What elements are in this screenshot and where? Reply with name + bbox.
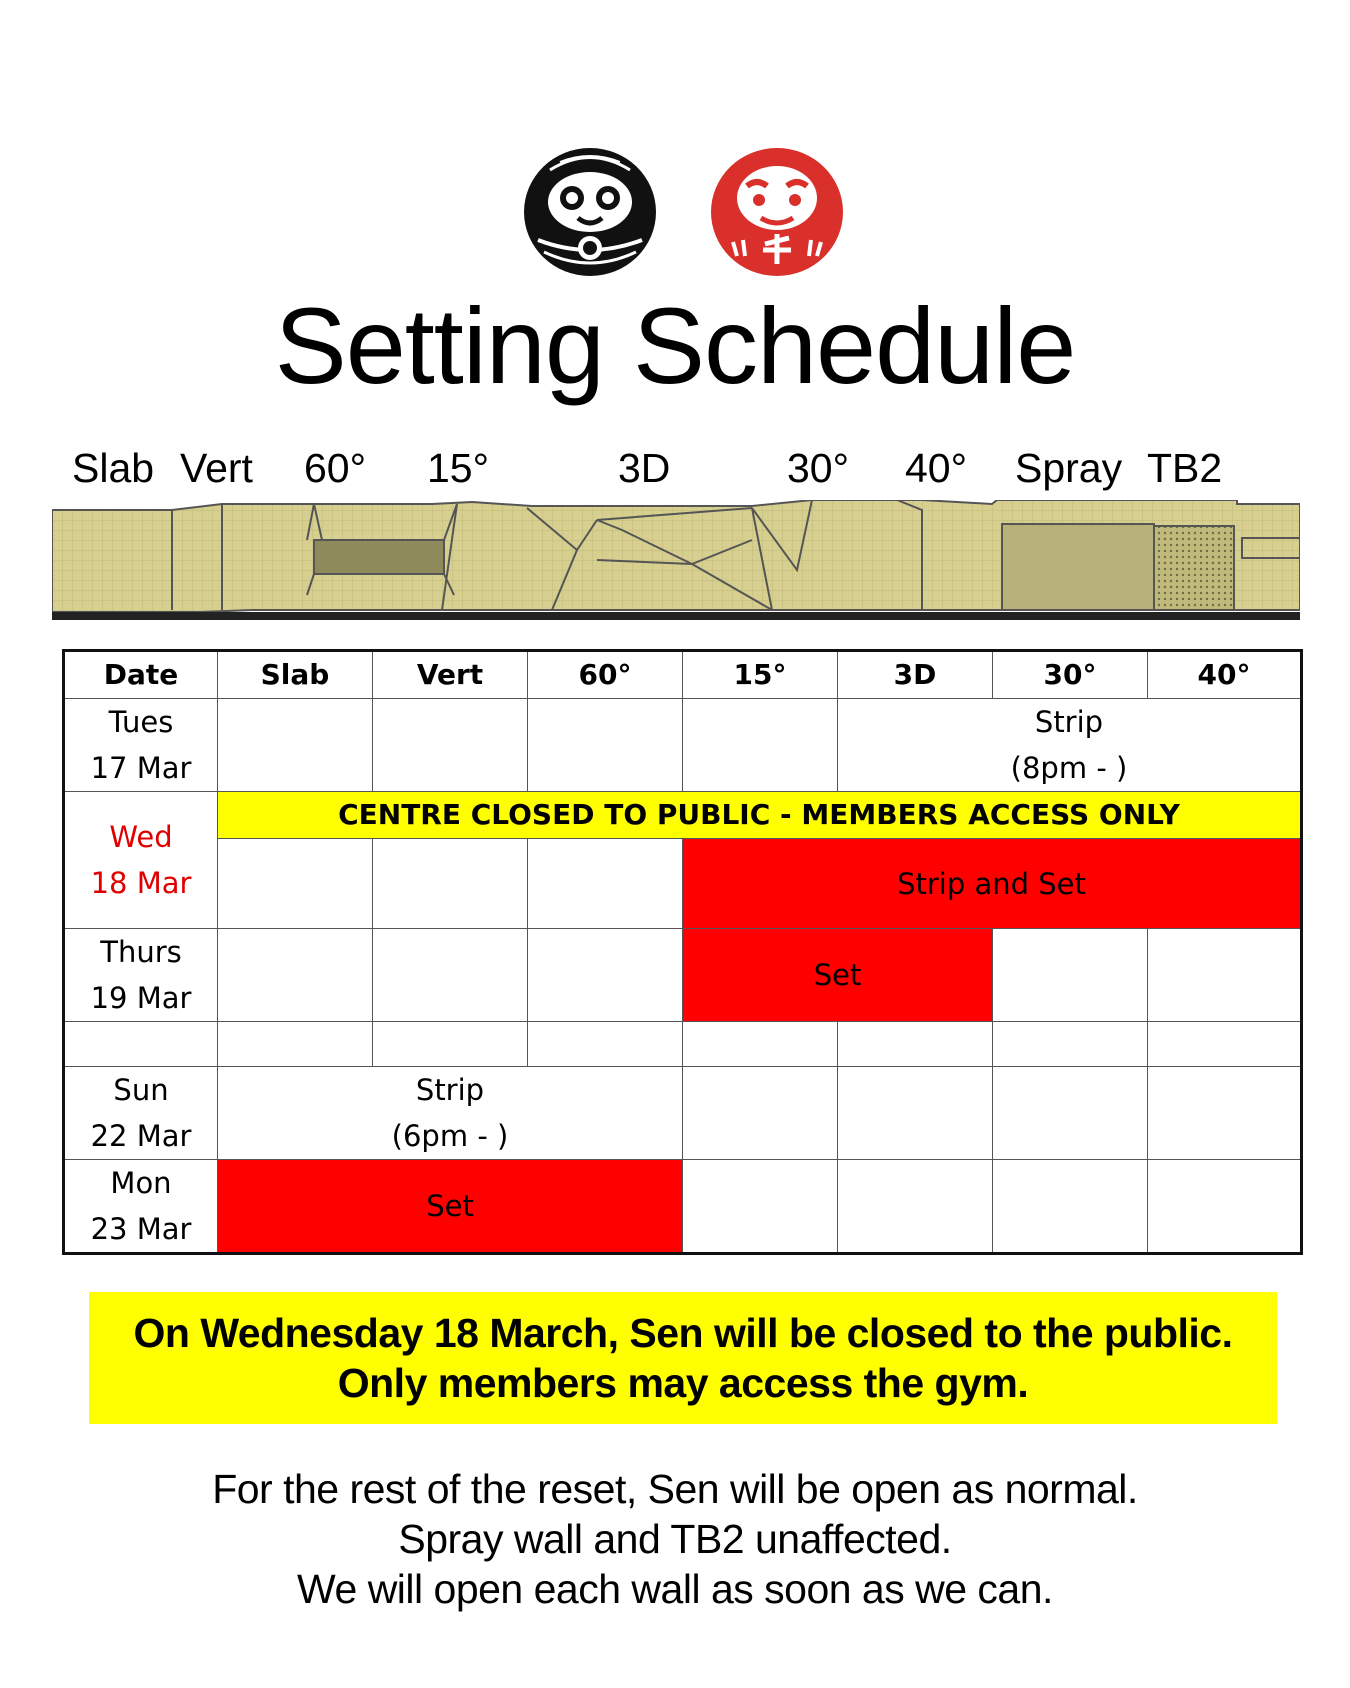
wall-label-15: 15° (427, 445, 490, 491)
strip-and-set-cell-wed: Strip and Set (683, 839, 1302, 929)
empty-cell (64, 1022, 218, 1067)
empty-cell (373, 1022, 528, 1067)
empty-cell (373, 839, 528, 929)
footer-line-2: Spray wall and TB2 unaffected. (398, 1516, 952, 1562)
table-row-sun (64, 1067, 1302, 1160)
task-label: Strip (1034, 705, 1104, 739)
daruma-black-logo (520, 140, 660, 280)
day-label: Tues (108, 705, 174, 739)
date-cell-sun (64, 1067, 218, 1160)
empty-cell (1148, 1160, 1302, 1254)
footer-line-3: We will open each wall as soon as we can. (297, 1566, 1053, 1612)
date-label: 17 Mar (90, 751, 192, 785)
wall-label-tb2: TB2 (1147, 445, 1223, 491)
empty-cell (1148, 929, 1302, 1022)
empty-cell (683, 1160, 838, 1254)
col-header-slab: Slab (218, 651, 373, 699)
table-row-mon (64, 1160, 1302, 1254)
empty-cell (993, 929, 1148, 1022)
date-label: 18 Mar (90, 866, 192, 900)
empty-cell (993, 1067, 1148, 1160)
set-cell-mon: Set (218, 1160, 683, 1254)
wall-diagram (52, 500, 1300, 620)
col-header-15: 15° (683, 651, 838, 699)
empty-cell (218, 839, 373, 929)
wall-label-40: 40° (905, 445, 968, 491)
empty-cell (993, 1160, 1148, 1254)
notice-line-2: Only members may access the gym. (337, 1360, 1029, 1406)
logos (0, 140, 1350, 280)
empty-cell (1148, 1067, 1302, 1160)
empty-cell (683, 1067, 838, 1160)
table-row-wed (64, 839, 1302, 929)
col-header-vert: Vert (373, 651, 528, 699)
day-label: Sun (113, 1073, 169, 1107)
empty-cell (218, 929, 373, 1022)
page-title: Setting Schedule (274, 285, 1076, 406)
date-label: 19 Mar (90, 981, 192, 1015)
date-cell-thurs (64, 929, 218, 1022)
empty-cell (373, 929, 528, 1022)
strip-cell-sun (218, 1067, 683, 1160)
table-row-blank (64, 1022, 1302, 1067)
table-row-thurs (64, 929, 1302, 1022)
notice-line-1: On Wednesday 18 March, Sen will be closed to the public. (133, 1310, 1233, 1356)
col-header-date: Date (64, 651, 218, 699)
empty-cell (528, 699, 683, 792)
day-label: Mon (110, 1166, 172, 1200)
set-cell-thurs: Set (683, 929, 993, 1022)
empty-cell (838, 1067, 993, 1160)
closed-banner: CENTRE CLOSED TO PUBLIC - MEMBERS ACCESS ONLY (218, 792, 1302, 839)
empty-cell (218, 1022, 373, 1067)
strip-cell-tues (838, 699, 1302, 792)
empty-cell (683, 699, 838, 792)
table-row-wed-banner (64, 792, 1302, 839)
footer-line-1: For the rest of the reset, Sen will be open as normal. (212, 1466, 1138, 1512)
date-cell-wed (64, 792, 218, 929)
footer-text (0, 1464, 1350, 1614)
empty-cell (218, 699, 373, 792)
time-label: (6pm - ) (391, 1119, 509, 1153)
empty-cell (373, 699, 528, 792)
wall-label-spray: Spray (1015, 445, 1123, 491)
date-cell-mon (64, 1160, 218, 1254)
wall-label-30: 30° (787, 445, 850, 491)
time-label: (8pm - ) (1010, 751, 1128, 785)
empty-cell (528, 929, 683, 1022)
date-label: 22 Mar (90, 1119, 192, 1153)
date-label: 23 Mar (90, 1212, 192, 1246)
col-header-60: 60° (528, 651, 683, 699)
wall-label-slab: Slab (72, 445, 155, 491)
col-header-40: 40° (1148, 651, 1302, 699)
col-header-30: 30° (993, 651, 1148, 699)
table-row-tues (64, 699, 1302, 792)
empty-cell (528, 839, 683, 929)
wall-label-vert: Vert (180, 445, 253, 491)
col-header-3d: 3D (838, 651, 993, 699)
empty-cell (683, 1022, 838, 1067)
empty-cell (528, 1022, 683, 1067)
header-row (64, 651, 1302, 699)
day-label: Thurs (100, 935, 182, 969)
empty-cell (1148, 1022, 1302, 1067)
wall-label-3d: 3D (618, 445, 671, 491)
wall-label-60: 60° (304, 445, 367, 491)
closure-notice (89, 1292, 1277, 1424)
task-label: Strip (415, 1073, 485, 1107)
date-cell-tues (64, 699, 218, 792)
empty-cell (838, 1160, 993, 1254)
empty-cell (838, 1022, 993, 1067)
empty-cell (993, 1022, 1148, 1067)
day-label: Wed (109, 820, 173, 854)
schedule-table (62, 649, 1303, 1255)
daruma-red-logo (707, 140, 847, 280)
